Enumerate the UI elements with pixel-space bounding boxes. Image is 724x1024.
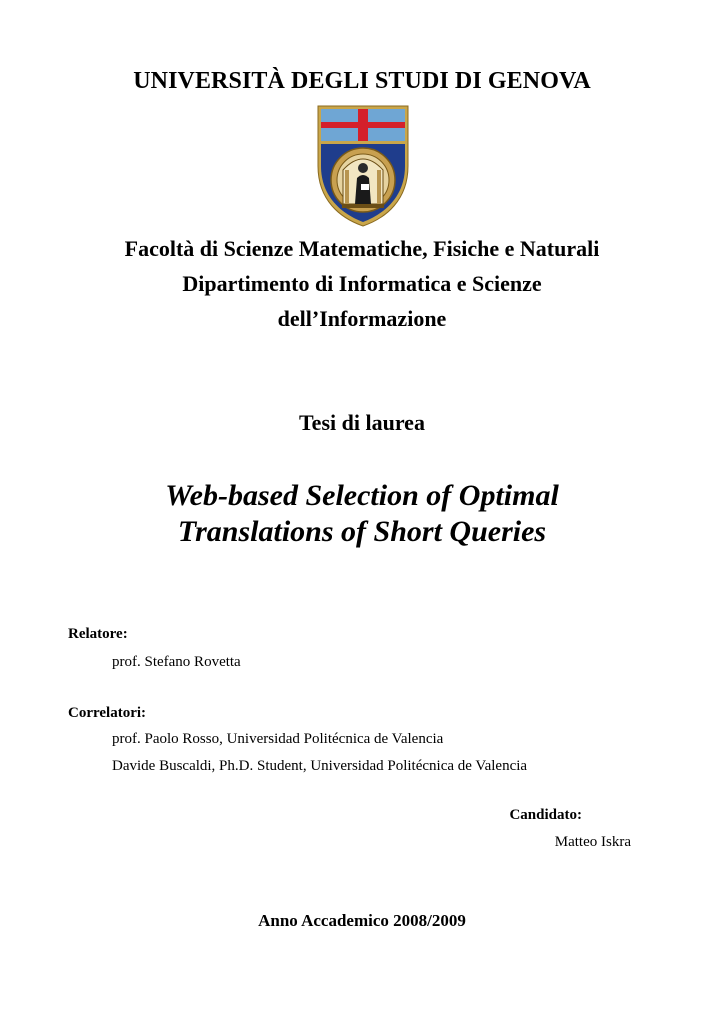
- department-name-line2: dell’Informazione: [277, 306, 447, 331]
- correlatore-name: prof. Paolo Rosso, Universidad Politécnica de Valencia: [112, 731, 444, 747]
- thesis-title-line1: Web-based Selection of Optimal: [165, 479, 559, 512]
- candidato-name: Matteo Iskra: [554, 834, 631, 850]
- relatore-label: Relatore:: [68, 626, 128, 642]
- faculty-name: Facoltà di Scienze Matematiche, Fisiche e Naturali: [124, 236, 600, 261]
- thesis-type: Tesi di laurea: [299, 410, 425, 435]
- candidato-label: Candidato:: [509, 807, 582, 823]
- university-crest-icon: [316, 104, 410, 228]
- department-name-line1: Dipartimento di Informatica e Scienze: [182, 271, 542, 296]
- thesis-title-line2: Translations of Short Queries: [177, 515, 547, 548]
- correlatore-name: Davide Buscaldi, Ph.D. Student, Universidad Politécnica de Valencia: [112, 758, 528, 774]
- academic-year: Anno Accademico 2008/2009: [258, 911, 466, 930]
- correlatori-label: Correlatori:: [68, 705, 147, 721]
- university-name: UNIVERSITÀ DEGLI STUDI DI GENOVA: [133, 68, 591, 94]
- relatore-name: prof. Stefano Rovetta: [112, 654, 241, 670]
